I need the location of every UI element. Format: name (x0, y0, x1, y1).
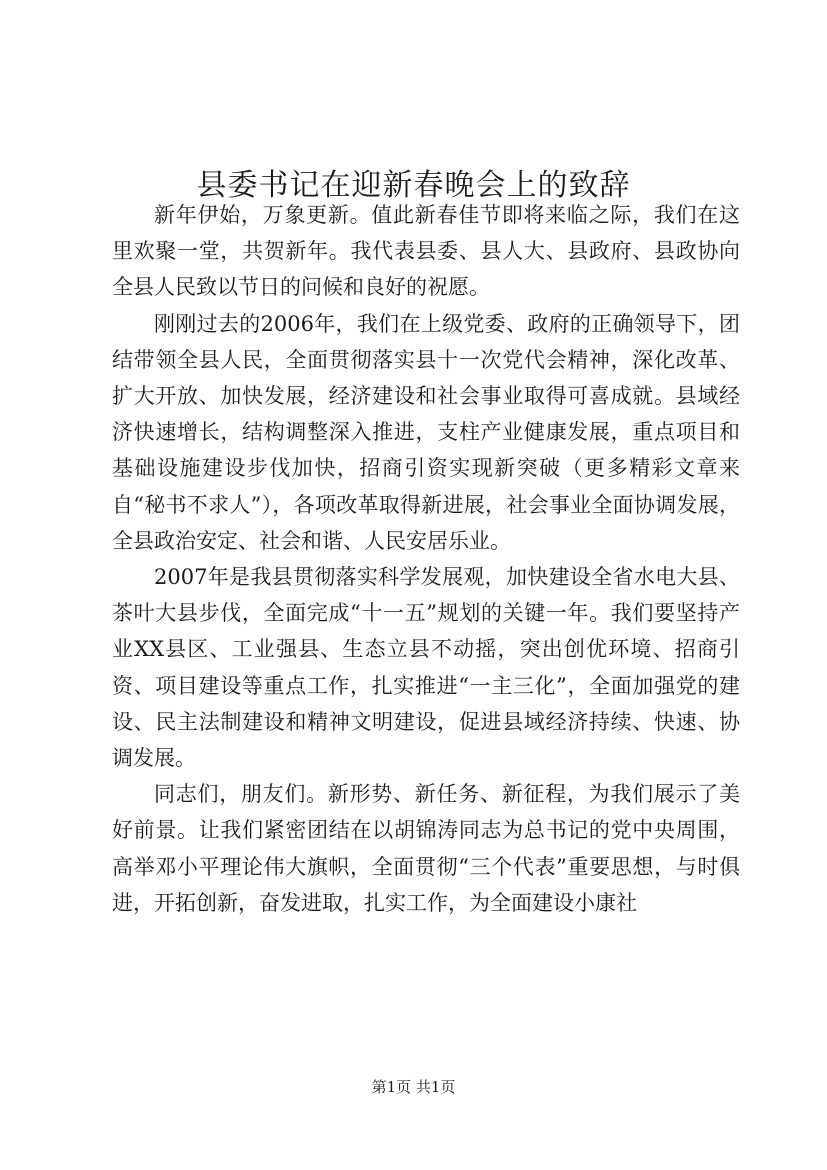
document-body (112, 197, 740, 921)
paragraph-3: 2007年是我县贯彻落实科学发展观，加快建设全省水电大县、茶叶大县步伐，全面完成“十一五”规划的关键一年。我们要坚持产业XX县区、工业强县、生态立县不动摇，突出创优环境、招商引资、项目建设等重点工作，扎实推进“一主三化”，全面加强党的建设、民主法制建设和精神文明建设，促进县域经济持续、快速、协调发展。 (112, 565, 740, 771)
document-title: 县委书记在迎新春晚会上的致辞 (196, 168, 631, 204)
page-number-footer: 第1页 共1页 (371, 1078, 456, 1096)
paragraph-2: 刚刚过去的2006年，我们在上级党委、政府的正确领导下，团结带领全县人民，全面贯彻落实县十一次党代会精神，深化改革、扩大开放、加快发展，经济建设和社会事业取得可喜成就。县域经济快速增长，结构调整深入推进，支柱产业健康发展，重点项目和基础设施建设步伐加快，招商引资实现新突破（更多精彩文章来自“秘书不求人”），各项改革取得新进展，社会事业全面协调发展，全县政治安定、社会和谐、人民安居乐业。 (112, 311, 740, 553)
paragraph-1: 新年伊始，万象更新。值此新春佳节即将来临之际，我们在这里欢聚一堂，共贺新年。我代表县委、县人大、县政府、县政协向全县人民致以节日的问候和良好的祝愿。 (112, 203, 740, 300)
paragraph-4: 同志们，朋友们。新形势、新任务、新征程，为我们展示了美好前景。让我们紧密团结在以胡锦涛同志为总书记的党中央周围，高举邓小平理论伟大旗帜，全面贯彻“三个代表”重要思想，与时俱进，开拓创新，奋发进取，扎实工作，为全面建设小康社 (112, 782, 740, 915)
